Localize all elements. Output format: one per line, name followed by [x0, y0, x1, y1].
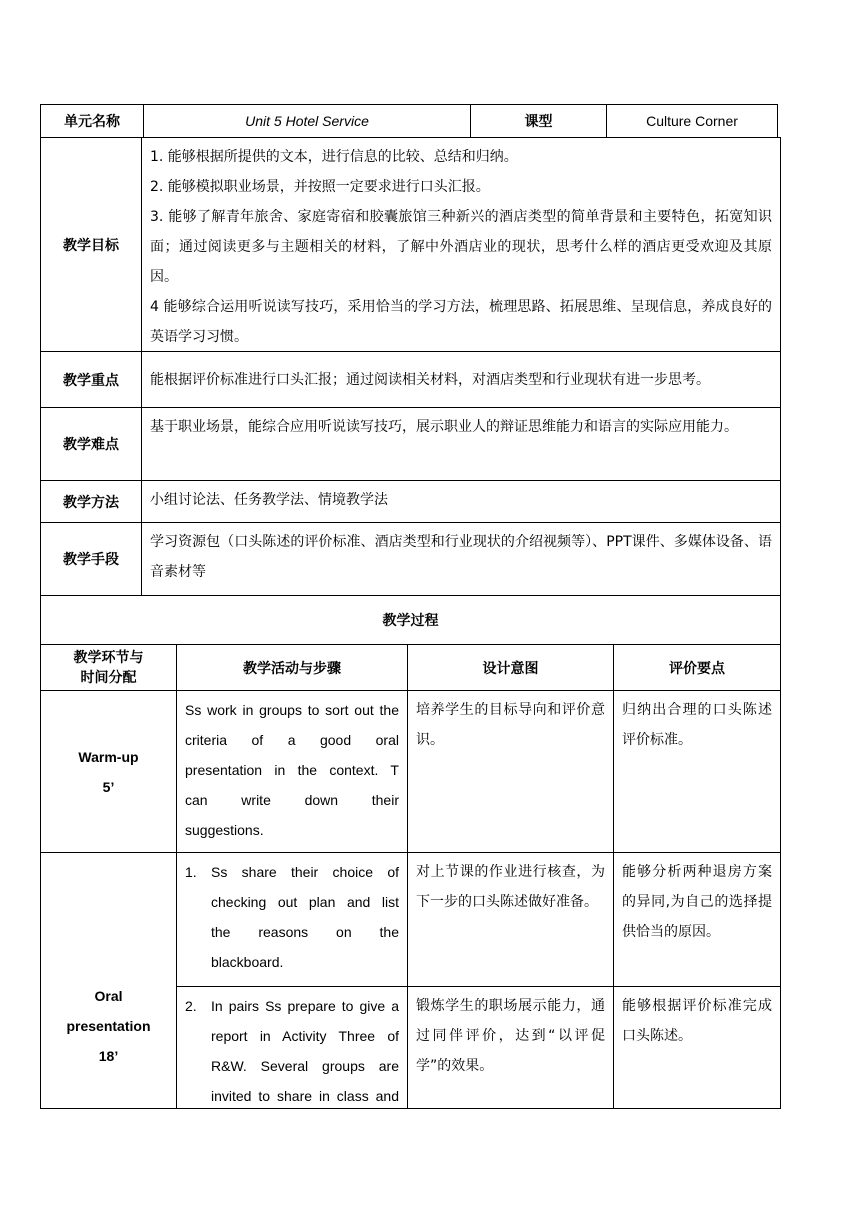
oral-step1-evaluation: 能够分析两种退房方案的异同,为自己的选择提供恰当的原因。 — [622, 864, 772, 940]
objective-item: 2. 能够模拟职业场景，并按照一定要求进行口头汇报。 — [150, 179, 490, 195]
objective-item: 4 能够综合运用听说读写技巧，采用恰当的学习方法，梳理思路、拓展思维、呈现信息，养成良好的英语学习习惯。 — [150, 299, 772, 345]
oral-step2-intent-cell — [407, 986, 614, 1109]
stage-header-line1: 教学环节与 — [73, 649, 144, 666]
oral-step1-line: checking out plan and list — [211, 894, 399, 910]
difficulties-text: 基于职业场景，能综合应用听说读写技巧，展示职业人的辩证思维能力和语言的实际应用能力。 — [150, 419, 738, 435]
type-label-cell — [470, 104, 607, 138]
type-value: Culture Corner — [646, 113, 738, 129]
oral-step1-evaluation-cell — [613, 852, 781, 987]
oral-step2-line: report in Activity Three of — [211, 1028, 399, 1044]
methods-label-cell — [40, 480, 142, 523]
warmup-intent: 培养学生的目标导向和评价意识。 — [416, 702, 605, 748]
difficulties-content-cell — [141, 407, 781, 481]
objective-item: 3. 能够了解青年旅舍、家庭寄宿和胶囊旅馆三种新兴的酒店类型的简单背景和主要特色，拓宽知识面；通过阅读更多与主题相关的材料，了解中外酒店业的现状，思考什么样的酒店更受欢迎及其原因。 — [150, 209, 772, 285]
keypoints-content-cell — [141, 351, 781, 408]
unit-label-cell — [40, 104, 144, 138]
methods-text: 小组讨论法、任务教学法、情境教学法 — [150, 492, 388, 508]
warmup-time: 5’ — [102, 778, 115, 795]
stage-header-line2: 时间分配 — [80, 669, 137, 686]
keypoints-label-cell — [40, 351, 142, 408]
keypoints-text: 能根据评价标准进行口头汇报；通过阅读相关材料，对酒店类型和行业现状有进一步思考。 — [150, 372, 710, 388]
methods-label: 教学方法 — [63, 494, 119, 511]
oral-step1-line: blackboard. — [211, 954, 284, 970]
objectives-content-cell — [141, 137, 781, 352]
oral-step2-intent: 锻炼学生的职场展示能力，通过同伴评价，达到“以评促学”的效果。 — [416, 998, 605, 1074]
oral-step1-line: the reasons on the — [211, 924, 399, 940]
means-content-cell — [141, 522, 781, 596]
oral-step1-activity-cell — [176, 852, 408, 987]
warmup-stage-cell — [40, 690, 177, 853]
evaluation-header-cell — [613, 644, 781, 691]
methods-content-cell — [141, 480, 781, 523]
oral-step2-evaluation-cell — [613, 986, 781, 1109]
oral-step2-number: 2. — [185, 998, 197, 1014]
unit-label: 单元名称 — [64, 114, 120, 130]
oral-step2-line: In pairs Ss prepare to give a — [211, 998, 399, 1014]
oral-step1-number: 1. — [185, 864, 197, 880]
objectives-label-cell — [40, 137, 142, 352]
oral-step1-line: Ss share their choice of — [211, 864, 399, 880]
warmup-activity-cell — [176, 690, 408, 853]
warmup-activity-line: criteria of a good oral — [185, 732, 399, 748]
means-label: 教学手段 — [63, 552, 119, 568]
unit-value: Unit 5 Hotel Service — [245, 113, 369, 129]
process-title: 教学过程 — [382, 613, 439, 629]
difficulties-label-cell — [40, 407, 142, 481]
warmup-evaluation: 归纳出合理的口头陈述评价标准。 — [622, 702, 772, 748]
warmup-evaluation-cell — [613, 690, 781, 853]
oral-step2-line: R&W. Several groups are — [211, 1058, 399, 1074]
means-text: 学习资源包（口头陈述的评价标准、酒店类型和行业现状的介绍视频等）、PPT课件、多媒体设备、语音素材等 — [150, 534, 772, 580]
intent-header-cell — [407, 644, 614, 691]
keypoints-label: 教学重点 — [63, 372, 119, 389]
oral-step2-activity-cell — [176, 986, 408, 1109]
oral-step2-evaluation: 能够根据评价标准完成口头陈述。 — [622, 998, 772, 1044]
objectives-label: 教学目标 — [63, 237, 119, 254]
warmup-activity-line: presentation in the context. T — [185, 762, 399, 778]
process-title-cell — [40, 595, 781, 645]
objective-item: 1. 能够根据所提供的文本，进行信息的比较、总结和归纳。 — [150, 149, 518, 165]
unit-value-cell — [143, 104, 471, 138]
oral-step2-line: invited to share in class and — [211, 1088, 399, 1104]
type-value-cell — [606, 104, 778, 138]
activity-header: 教学活动与步骤 — [243, 660, 341, 677]
means-label-cell — [40, 522, 142, 596]
stage-header-cell — [40, 644, 177, 691]
difficulties-label: 教学难点 — [63, 437, 119, 453]
oral-step1-intent: 对上节课的作业进行核查，为下一步的口头陈述做好准备。 — [416, 864, 605, 910]
oral-stage-cell — [40, 852, 177, 1109]
evaluation-header: 评价要点 — [669, 660, 725, 677]
warmup-activity-line: Ss work in groups to sort out the — [185, 702, 399, 718]
oral-stage-line2: presentation — [66, 1017, 151, 1034]
warmup-activity-line: can write down their — [185, 792, 399, 808]
oral-time: 18’ — [98, 1047, 119, 1064]
oral-step1-intent-cell — [407, 852, 614, 987]
oral-stage-line1: Oral — [94, 987, 123, 1004]
intent-header: 设计意图 — [482, 660, 539, 677]
type-label: 课型 — [524, 114, 553, 130]
warmup-intent-cell — [407, 690, 614, 853]
activity-header-cell — [176, 644, 408, 691]
warmup-stage: Warm-up — [78, 748, 139, 765]
warmup-activity-line: suggestions. — [185, 822, 264, 838]
